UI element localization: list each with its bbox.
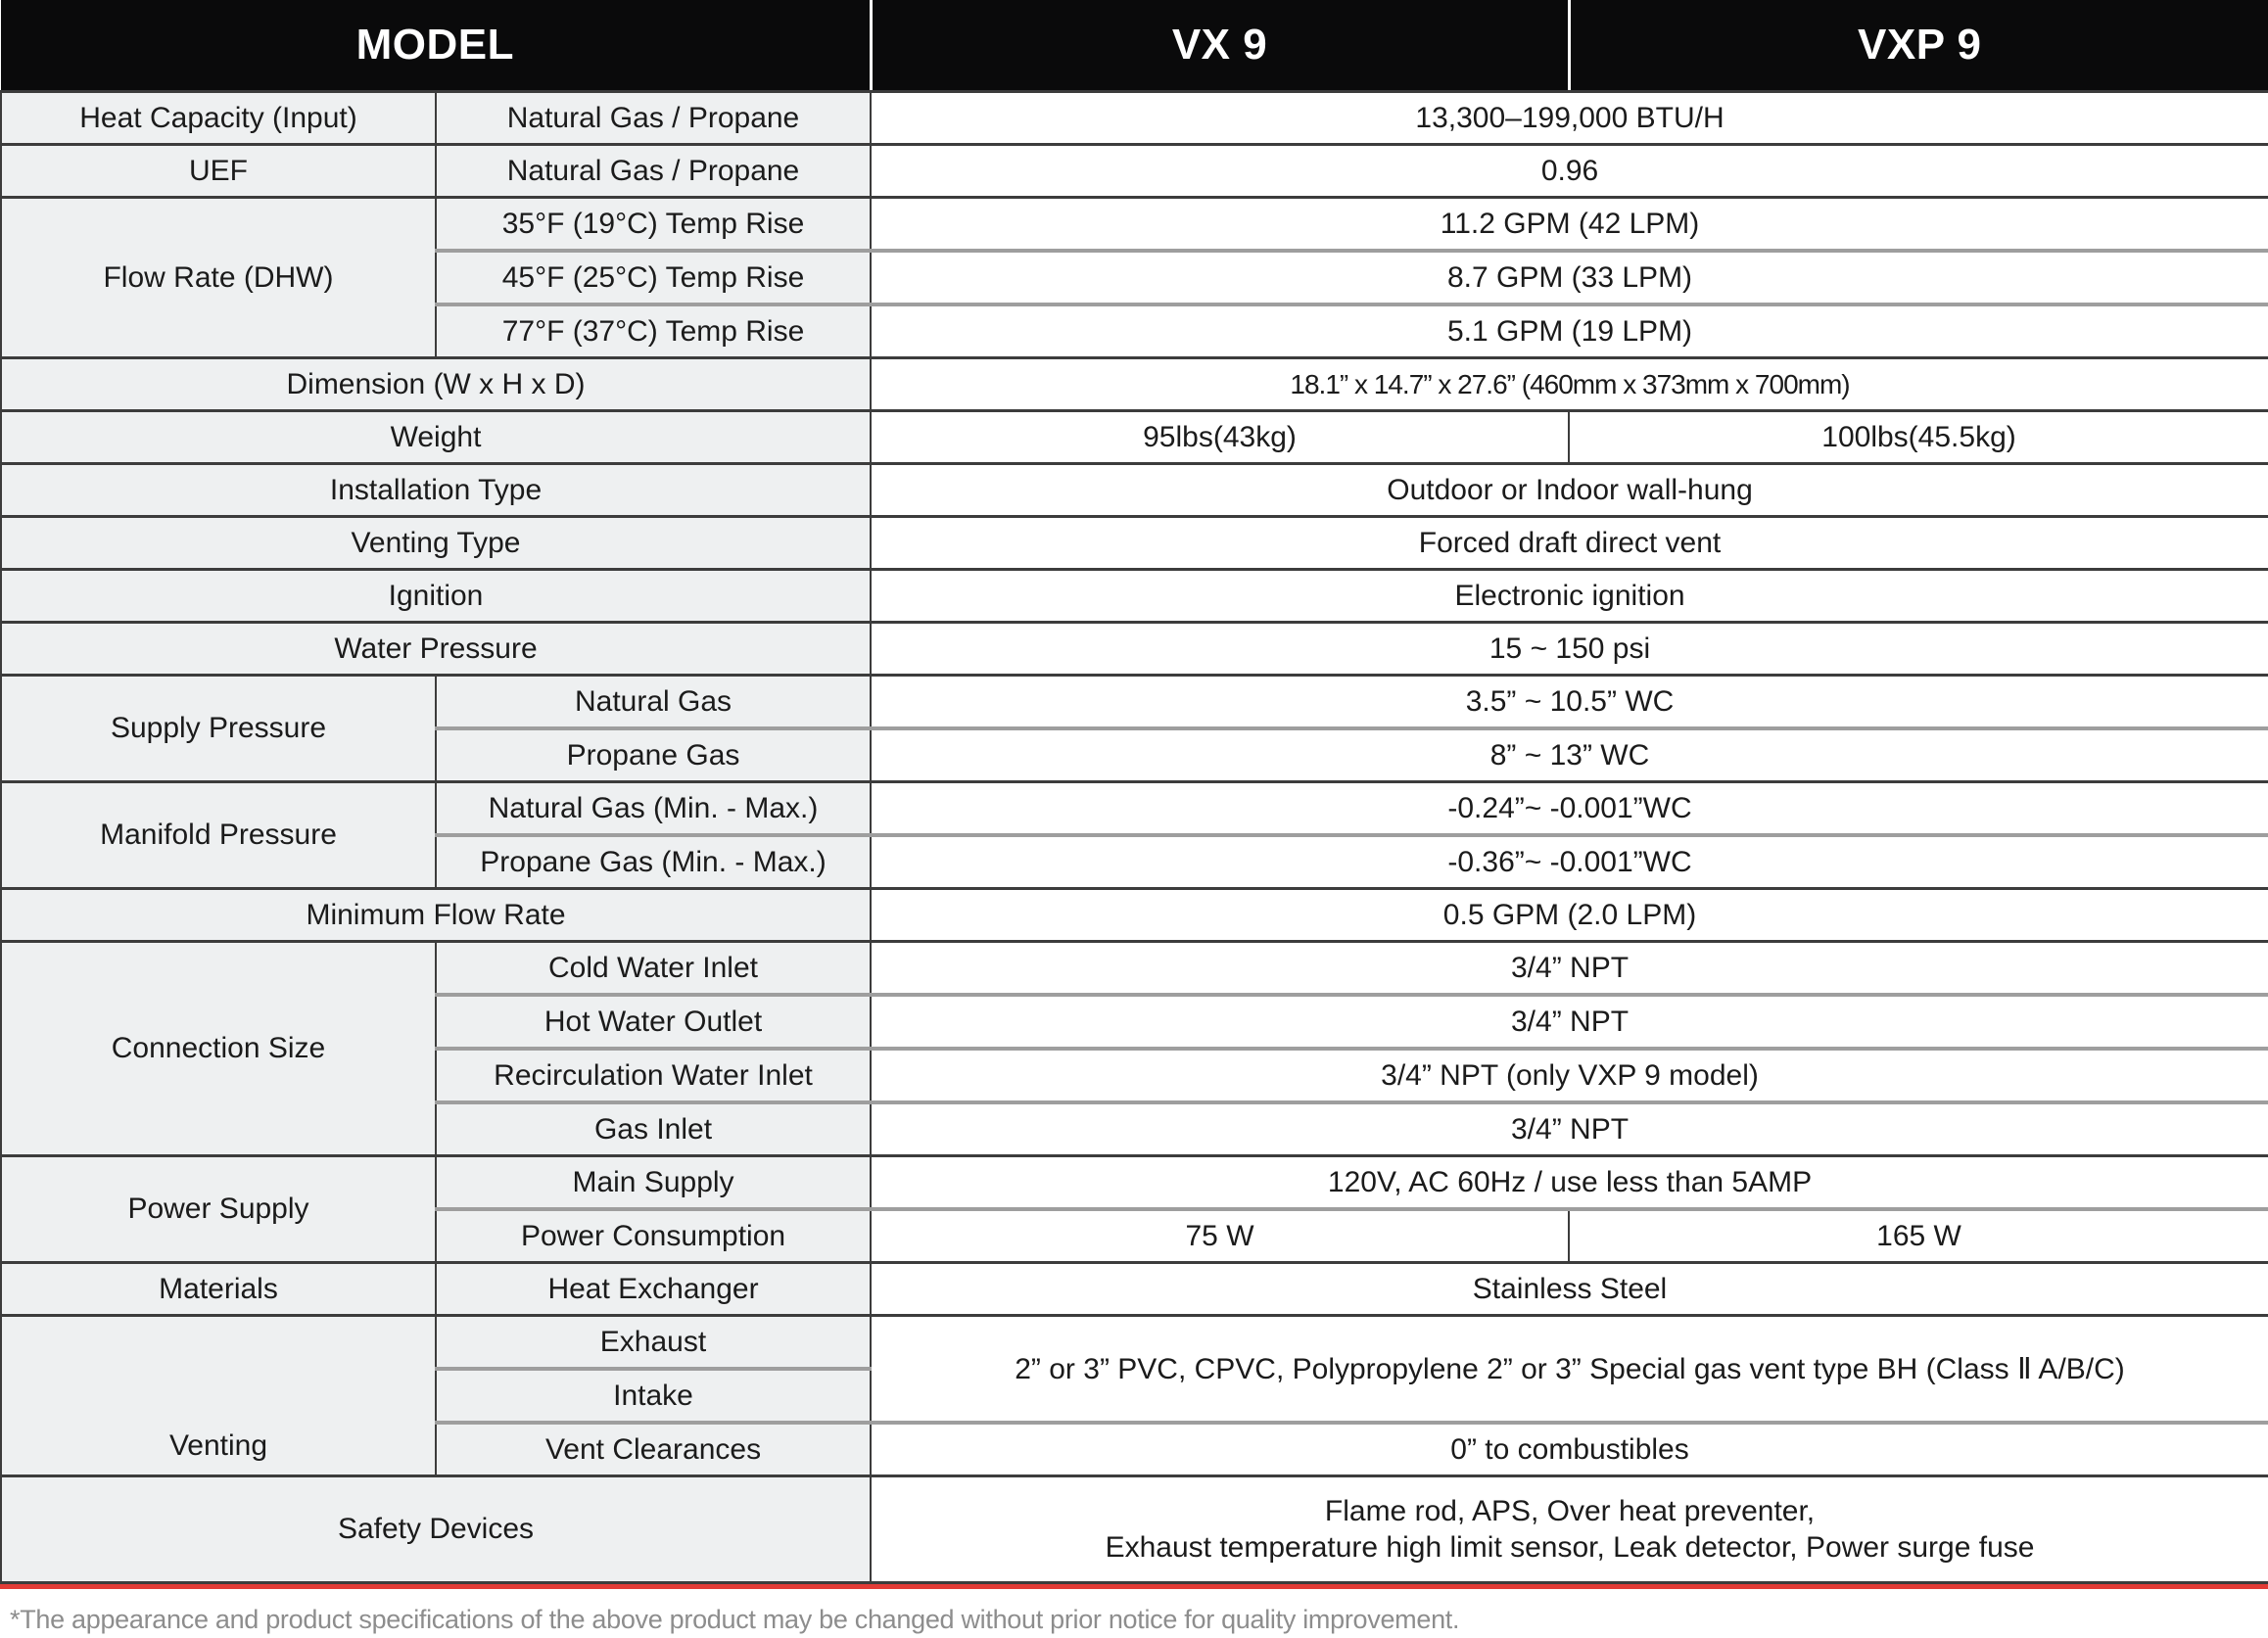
row-sublabel: Vent Clearances	[436, 1423, 871, 1476]
row-value-vx9: 95lbs(43kg)	[871, 411, 1569, 464]
row-value: 3.5” ~ 10.5” WC	[871, 676, 2268, 729]
bottom-accent-line	[0, 1584, 2268, 1589]
row-label: Materials	[1, 1263, 436, 1316]
group-label-power-supply: Power Supply	[1, 1156, 436, 1263]
row-value: 15 ~ 150 psi	[871, 623, 2268, 676]
row-sublabel: Heat Exchanger	[436, 1263, 871, 1316]
group-label-supply-pressure: Supply Pressure	[1, 676, 436, 782]
row-sublabel: Power Consumption	[436, 1209, 871, 1263]
row-value: 18.1” x 14.7” x 27.6” (460mm x 373mm x 700mm)	[871, 358, 2268, 411]
row-label: Ignition	[1, 570, 871, 623]
row-venting-type	[1, 517, 2268, 570]
row-label: Heat Capacity (Input)	[1, 92, 436, 145]
row-value: 3/4” NPT (only VXP 9 model)	[871, 1049, 2268, 1102]
table-header-row	[1, 0, 2268, 92]
row-uef	[1, 145, 2268, 198]
row-label: Weight	[1, 411, 871, 464]
row-sublabel: 77°F (37°C) Temp Rise	[436, 304, 871, 358]
header-vx9: VX 9	[871, 0, 1569, 92]
row-label: Safety Devices	[1, 1476, 871, 1583]
row-value: 3/4” NPT	[871, 942, 2268, 996]
row-sublabel: Hot Water Outlet	[436, 995, 871, 1049]
row-sublabel: Main Supply	[436, 1156, 871, 1210]
row-sublabel: Natural Gas (Min. - Max.)	[436, 782, 871, 836]
row-weight	[1, 411, 2268, 464]
row-water-pressure	[1, 623, 2268, 676]
safety-value-line2: Exhaust temperature high limit sensor, Leak detector, Power surge fuse	[1105, 1531, 2035, 1564]
row-value: 120V, AC 60Hz / use less than 5AMP	[871, 1156, 2268, 1210]
row-sublabel: Natural Gas	[436, 676, 871, 729]
row-value-exhaust-intake: 2” or 3” PVC, CPVC, Polypropylene 2” or 3” Special gas vent type BH (Class Ⅱ A/B/C)	[871, 1316, 2268, 1424]
row-sublabel: Propane Gas (Min. - Max.)	[436, 835, 871, 889]
row-label: Installation Type	[1, 464, 871, 517]
row-sublabel: Natural Gas / Propane	[436, 92, 871, 145]
row-sublabel: Cold Water Inlet	[436, 942, 871, 996]
row-label: Dimension (W x H x D)	[1, 358, 871, 411]
row-value: 11.2 GPM (42 LPM)	[871, 198, 2268, 252]
row-sublabel: 35°F (19°C) Temp Rise	[436, 198, 871, 252]
row-value: 0” to combustibles	[871, 1423, 2268, 1476]
row-value: Electronic ignition	[871, 570, 2268, 623]
row-sublabel: Recirculation Water Inlet	[436, 1049, 871, 1102]
row-label: Venting Type	[1, 517, 871, 570]
row-value-vxp9: 165 W	[1569, 1209, 2268, 1263]
row-value: -0.36”~ -0.001”WC	[871, 835, 2268, 889]
row-heat-capacity	[1, 92, 2268, 145]
group-label-venting: Venting	[1, 1316, 436, 1476]
row-flow-rate-35	[1, 198, 2268, 252]
row-manifold-pressure-natural	[1, 782, 2268, 836]
row-sublabel: Intake	[436, 1369, 871, 1423]
row-value: 0.5 GPM (2.0 LPM)	[871, 889, 2268, 942]
group-label-flow-rate: Flow Rate (DHW)	[1, 198, 436, 358]
row-value: 3/4” NPT	[871, 995, 2268, 1049]
group-label-connection-size: Connection Size	[1, 942, 436, 1156]
row-sublabel: Propane Gas	[436, 728, 871, 782]
row-venting-exhaust	[1, 1316, 2268, 1370]
footnote-text: *The appearance and product specifications of the above product may be changed without prior notice for quality improvement.	[10, 1605, 1460, 1634]
row-sublabel: Gas Inlet	[436, 1102, 871, 1156]
row-label: UEF	[1, 145, 436, 198]
row-minimum-flow-rate	[1, 889, 2268, 942]
row-dimension	[1, 358, 2268, 411]
row-sublabel: 45°F (25°C) Temp Rise	[436, 251, 871, 304]
row-safety-devices	[1, 1476, 2268, 1583]
header-model: MODEL	[1, 0, 871, 92]
row-value: Stainless Steel	[871, 1263, 2268, 1316]
row-value-vx9: 75 W	[871, 1209, 1569, 1263]
row-value: 5.1 GPM (19 LPM)	[871, 304, 2268, 358]
row-value: 3/4” NPT	[871, 1102, 2268, 1156]
row-value: 8.7 GPM (33 LPM)	[871, 251, 2268, 304]
row-sublabel: Exhaust	[436, 1316, 871, 1370]
group-label-manifold-pressure: Manifold Pressure	[1, 782, 436, 889]
row-value: 13,300–199,000 BTU/H	[871, 92, 2268, 145]
row-value: Outdoor or Indoor wall-hung	[871, 464, 2268, 517]
row-sublabel: Natural Gas / Propane	[436, 145, 871, 198]
row-value: 0.96	[871, 145, 2268, 198]
row-value: 8” ~ 13” WC	[871, 728, 2268, 782]
row-power-main-supply	[1, 1156, 2268, 1210]
header-vxp9: VXP 9	[1569, 0, 2268, 92]
row-label: Water Pressure	[1, 623, 871, 676]
row-installation-type	[1, 464, 2268, 517]
row-connection-cold-water-inlet	[1, 942, 2268, 996]
safety-value-line1: Flame rod, APS, Over heat preventer,	[1324, 1494, 1816, 1527]
row-value: -0.24”~ -0.001”WC	[871, 782, 2268, 836]
row-label: Minimum Flow Rate	[1, 889, 871, 942]
row-supply-pressure-natural	[1, 676, 2268, 729]
row-value: Forced draft direct vent	[871, 517, 2268, 570]
row-materials	[1, 1263, 2268, 1316]
row-ignition	[1, 570, 2268, 623]
row-value-vxp9: 100lbs(45.5kg)	[1569, 411, 2268, 464]
row-value	[871, 1476, 2268, 1583]
